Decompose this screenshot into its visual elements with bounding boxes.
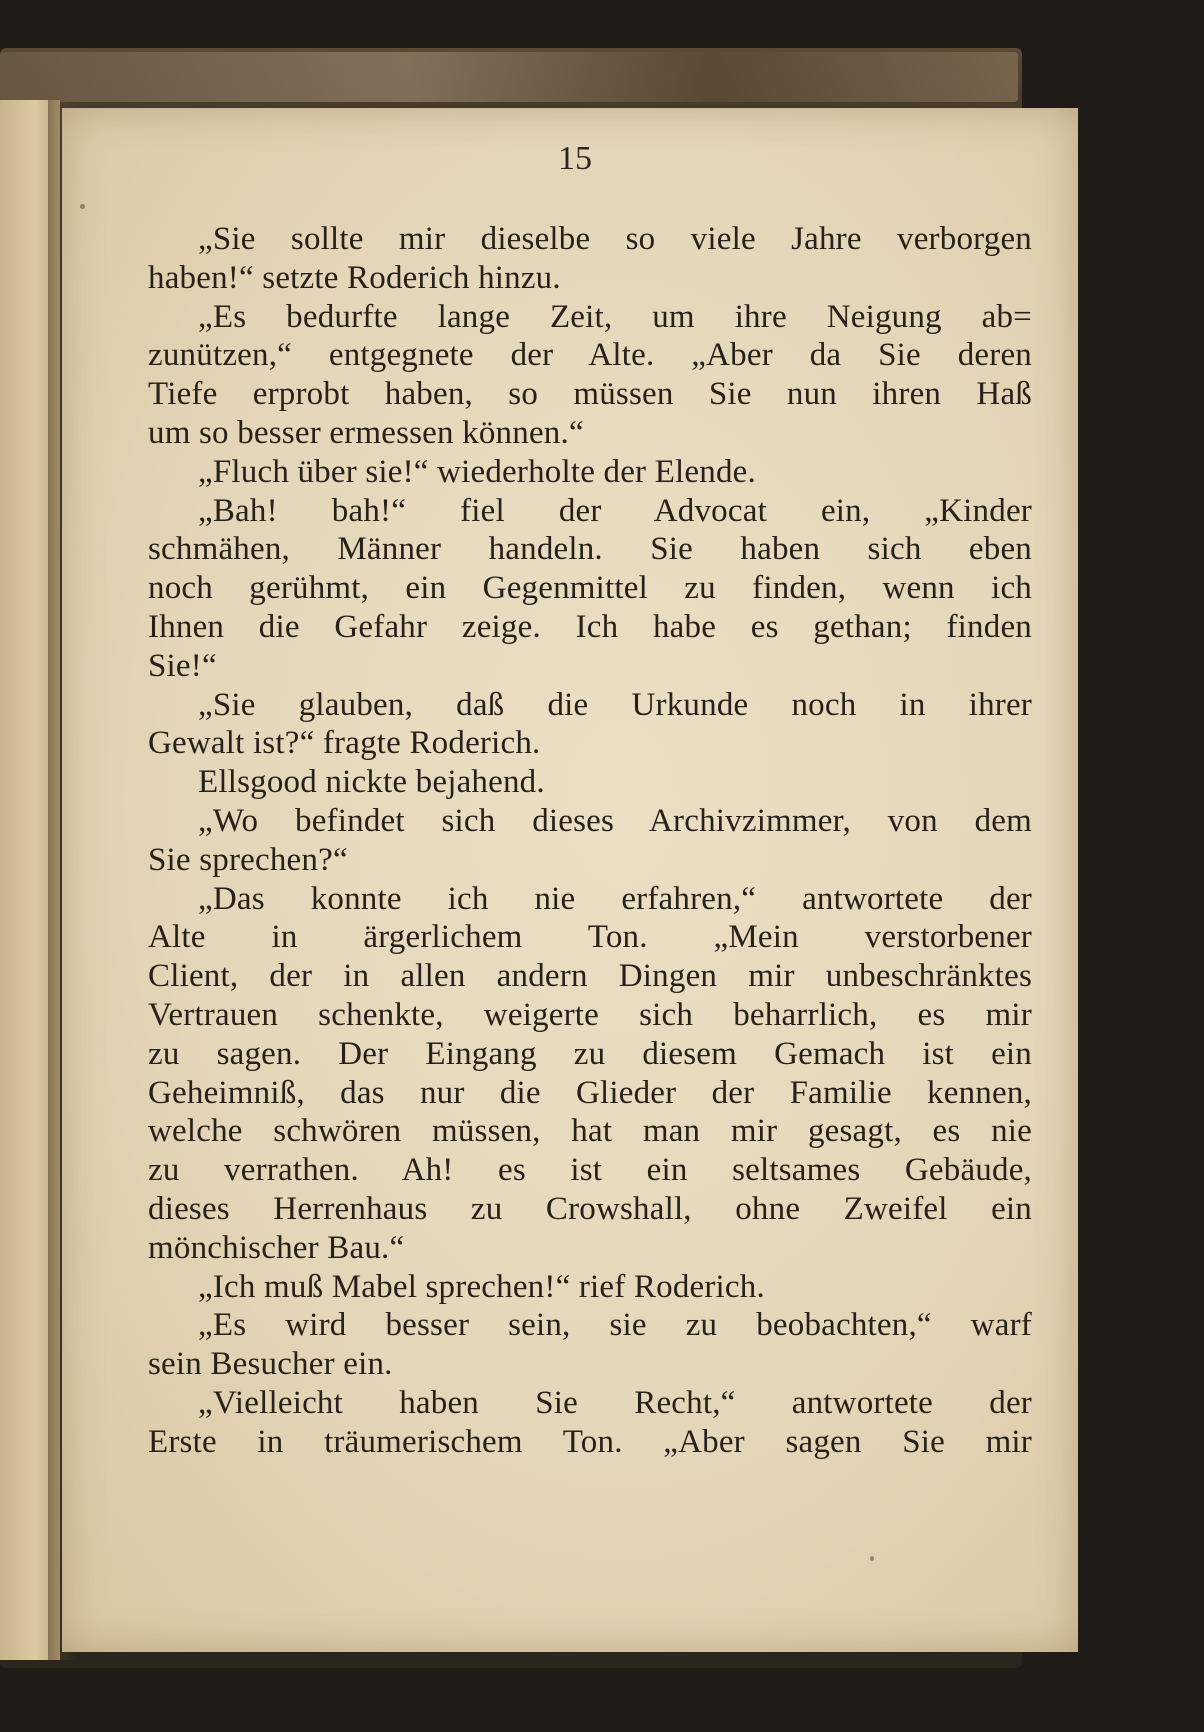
text-line: mönchischer Bau.“ [148,1229,405,1266]
text-line: haben!“ setzte Roderich hinzu. [148,259,561,296]
text-line: Client, der in allen andern Dingen mir unbeschränktes [148,958,1032,995]
text-line: Erste in träumerischem Ton. „Aber sagen Sie mir [148,1423,1032,1460]
text-line: Geheimniß, das nur die Glieder der Familie kennen, [148,1074,1032,1111]
text-line: „Bah! bah!“ fiel der Advocat ein, „Kinder [198,492,1032,529]
text-line: sein Besucher ein. [148,1346,393,1383]
paper-speck [870,1556,874,1561]
text-line: „Vielleicht haben Sie Recht,“ antwortete der [198,1384,1032,1421]
text-line: dieses Herrenhaus zu Crowshall, ohne Zweifel ein [148,1190,1032,1227]
text-line: „Es wird besser sein, sie zu beobachten,“ warf [198,1307,1032,1344]
book-cover-edge [0,52,1018,102]
text-line: schmähen, Männer handeln. Sie haben sich eben [148,531,1032,568]
text-line: „Wo befindet sich dieses Archivzimmer, von dem [198,802,1032,839]
text-line: um so besser ermessen können.“ [148,414,584,451]
text-line: Sie sprechen?“ [148,841,348,878]
text-line: „Sie sollte mir dieselbe so viele Jahre verborgen [198,221,1032,257]
text-line: „Ich muß Mabel sprechen!“ rief Roderich. [198,1268,765,1305]
text-line: Sie!“ [148,647,217,684]
text-line: „Das konnte ich nie erfahren,“ antwortete der [198,880,1032,917]
text-line: zu sagen. Der Eingang zu diesem Gemach ist ein [148,1035,1032,1072]
text-line: Ellsgood nickte bejahend. [198,764,545,801]
text-line: Vertrauen schenkte, weigerte sich beharrlich, es mir [148,996,1032,1033]
text-line: zu verrathen. Ah! es ist ein seltsames Gebäude, [148,1152,1032,1189]
text-line: Tiefe erprobt haben, so müssen Sie nun ihren Haß [148,376,1032,413]
text-line: Alte in ärgerlichem Ton. „Mein verstorbener [148,919,1032,956]
text-line: welche schwören müssen, hat man mir gesagt, es nie [148,1113,1032,1150]
text-line: Gewalt ist?“ fragte Roderich. [148,725,541,762]
book-page [62,108,1078,1652]
text-line: „Es bedurfte lange Zeit, um ihre Neigung ab= [198,298,1032,335]
text-line: „Fluch über sie!“ wiederholte der Elende. [198,453,756,490]
paper-speck [80,204,85,209]
text-line: Ihnen die Gefahr zeige. Ich habe es gethan; finden [148,608,1032,645]
page-number: 15 [558,140,592,177]
text-line: noch gerühmt, ein Gegenmittel zu finden, wenn ich [148,570,1032,607]
page-text [148,220,1032,1462]
text-line: „Sie glauben, daß die Urkunde noch in ihrer [198,686,1032,723]
text-line: zunützen,“ entgegnete der Alte. „Aber da Sie deren [148,337,1032,374]
